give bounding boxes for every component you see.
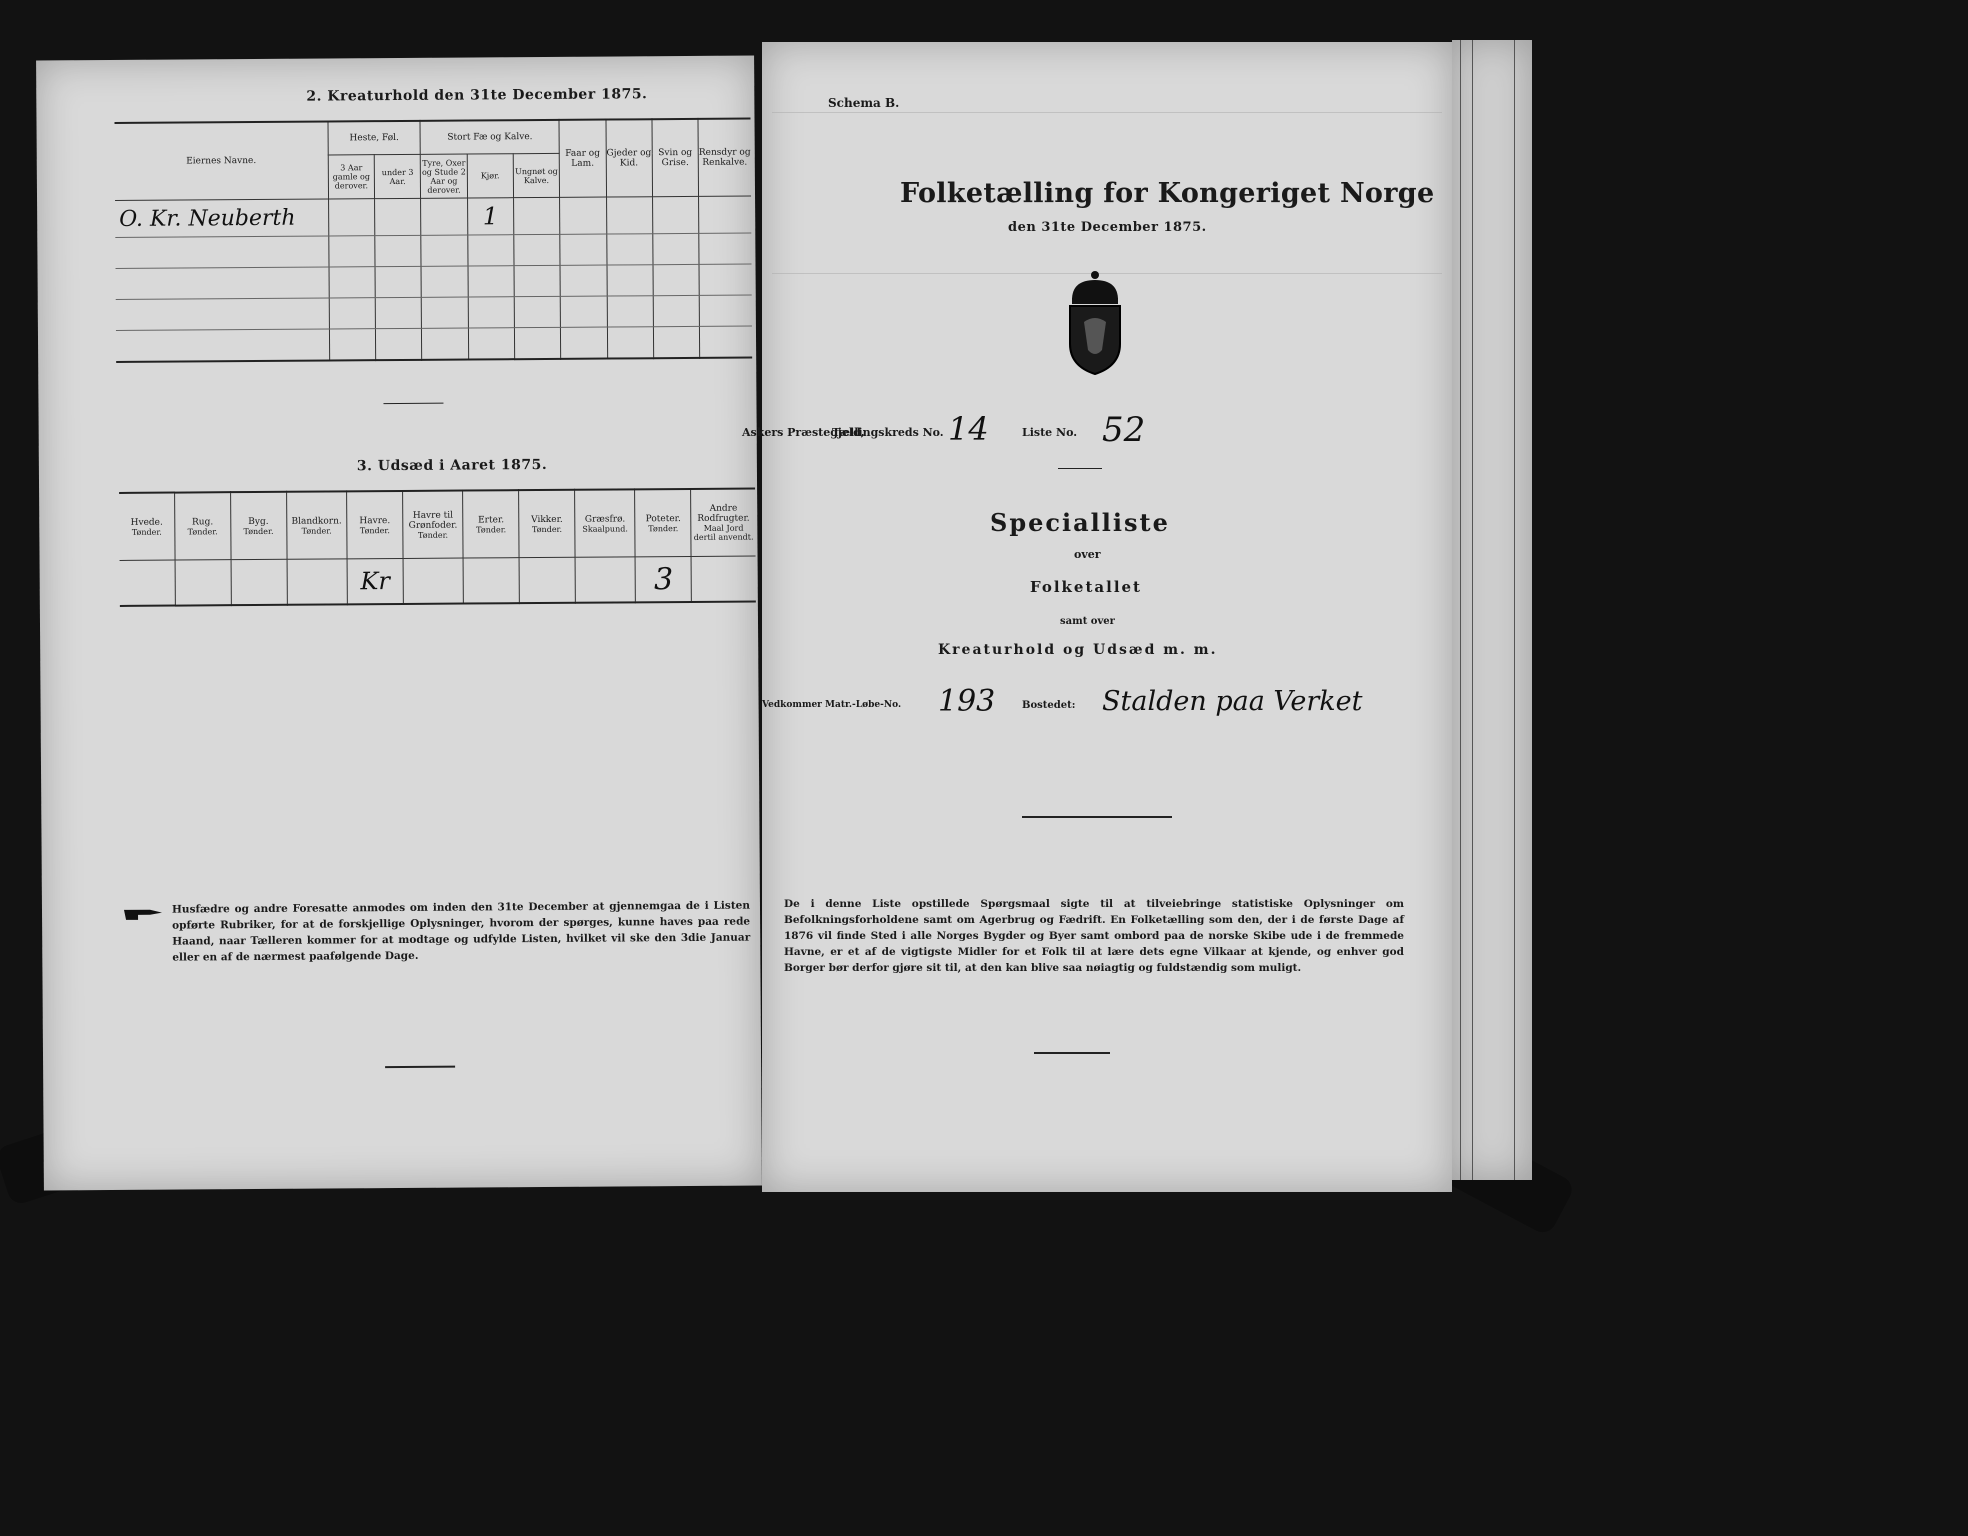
col-sheep: Faar og Lam. [559,120,606,198]
seed-col-unit: Tønder. [476,524,507,534]
livestock-row [115,196,751,237]
samt-over-text: samt over [1060,616,1115,627]
divider [383,403,443,404]
havre-value: Kr [360,567,391,596]
seed-col-name: Rug. [191,516,214,527]
col-pigs: Svin og Grise. [652,119,699,197]
notice-text: Husfædre og andre Foresatte anmodes om inden den 31te December at gjennemgaa de i Listen opførte Rubriker, for at de forskjellige Oplysninger, hvorom der spørges, kunne haves paa rede Haand, naar Tælleren kommer for at modtage og udfylde Listen, hvilket vil ske den 3die Januar eller en af de nærmest paafølgende Dage. [171,899,751,964]
seed-col-unit: Tønder. [417,530,449,540]
col-horses: Heste, Føl. [328,121,421,156]
census-date: den 31te December 1875. [1008,220,1207,235]
seed-value-row [120,556,756,606]
bosted-value: Stalden paa Verket [1102,686,1363,717]
owner-name: O. Kr. Neuberth [119,205,296,232]
seed-col-unit: Tønder. [131,527,162,537]
section3-title: 3. Udsæd i Aaret 1875. [356,456,548,475]
kreaturhold-text: Kreaturhold og Udsæd m. m. [938,642,1218,658]
seed-col-name: Blandkorn. [291,515,342,527]
left-page [36,56,762,1191]
matr-number: 193 [938,684,996,719]
poteter-value: 3 [653,561,674,597]
seed-col-unit: Tønder. [359,525,390,535]
special-list-title: Specialliste [990,508,1170,537]
right-page [742,42,1452,1192]
col-reindeer: Rensdyr og Renkalve. [698,119,751,197]
seed-col-unit: Maal Jord dertil anvendt. [693,523,754,542]
seed-col-unit: Tønder. [187,526,218,536]
district-number: 14 [948,410,989,448]
seed-col-name: Hvede. [130,517,163,528]
livestock-row [116,264,752,299]
seed-col-name: Andre Rodfrugter. [697,503,750,524]
col-bulls: Tyre, Oxer og Stude 2 Aar og derover. [421,154,468,198]
seed-table [119,488,756,607]
census-title: Folketælling for Kongeriget Norge [900,178,1435,209]
col-goats: Gjeder og Kid. [606,119,653,197]
livestock-row [116,326,752,362]
divider [385,1066,455,1068]
col-horses-young: under 3 Aar. [374,155,421,199]
section2-title: 2. Kreaturhold den 31te December 1875. [306,86,648,105]
schema-label: Schema B. [828,96,900,110]
livestock-row [115,233,751,268]
list-label: Liste No. [1022,426,1078,439]
pointing-hand-icon [124,906,164,922]
coat-of-arms-icon [1064,270,1126,376]
seed-col-unit: Tønder. [243,526,274,536]
col-young-cattle: Ungnøt og Kalve. [513,154,560,198]
seed-col-name: Havre. [359,515,391,526]
seed-col-name: Græsfrø. [584,513,626,525]
seed-col-unit: Tønder. [531,524,563,534]
livestock-table [114,118,752,363]
bosted-label: Bostedet: [1022,700,1076,711]
col-owner: Eiernes Navne. [115,121,329,200]
divider [1058,468,1102,469]
livestock-row [116,295,752,330]
over-text: over [1074,548,1101,561]
parish-label: Askers Præstegjeld, [742,426,865,439]
divider [1034,1052,1110,1054]
matr-label: Vedkommer Matr.-Løbe-No. [762,700,902,710]
seed-col-unit: Tønder. [301,525,332,536]
seed-col-name: Byg. [248,516,269,527]
seed-header-row [119,489,755,561]
seed-col-name: Vikker. [531,514,563,525]
col-horses-old: 3 Aar gamle og derover. [328,155,375,199]
col-cattle: Stort Fæ og Kalve. [420,120,559,155]
district-label: Tællingskreds No. [832,426,944,439]
seed-col-unit: Skaalpund. [582,523,628,534]
page-edge [1452,40,1532,1180]
seed-col-name: Erter. [478,514,505,525]
intro-text: De i denne Liste opstillede Spørgsmaal sigte til at tilveiebringe statistiske Oplysninger om Befolkningsforholdene samt om Agerbrug og Fædrift. En Folketælling som den, der i de første Dage af 1876 vil finde Sted i alle Norges Bygder og Byer samt ombord paa de norske Skibe ude i de fremmede Havne, er et af de vigtigste Midler for et Folk til at lære dets egne Vilkaar at kjende, og enhver god Borger bør derfor gjøre sit til, at den kan blive saa nøiagtig og fuldstændig som muligt. [784,898,1404,974]
folketallet-text: Folketallet [1030,578,1142,596]
divider [1022,816,1172,818]
seed-col-name: Havre til Grønfoder. [408,510,458,531]
cows-count: 1 [482,202,499,231]
seed-col-name: Poteter. [645,513,681,524]
list-number: 52 [1102,410,1146,450]
col-cows: Kjør. [467,154,514,198]
seed-col-unit: Tønder. [648,523,679,533]
